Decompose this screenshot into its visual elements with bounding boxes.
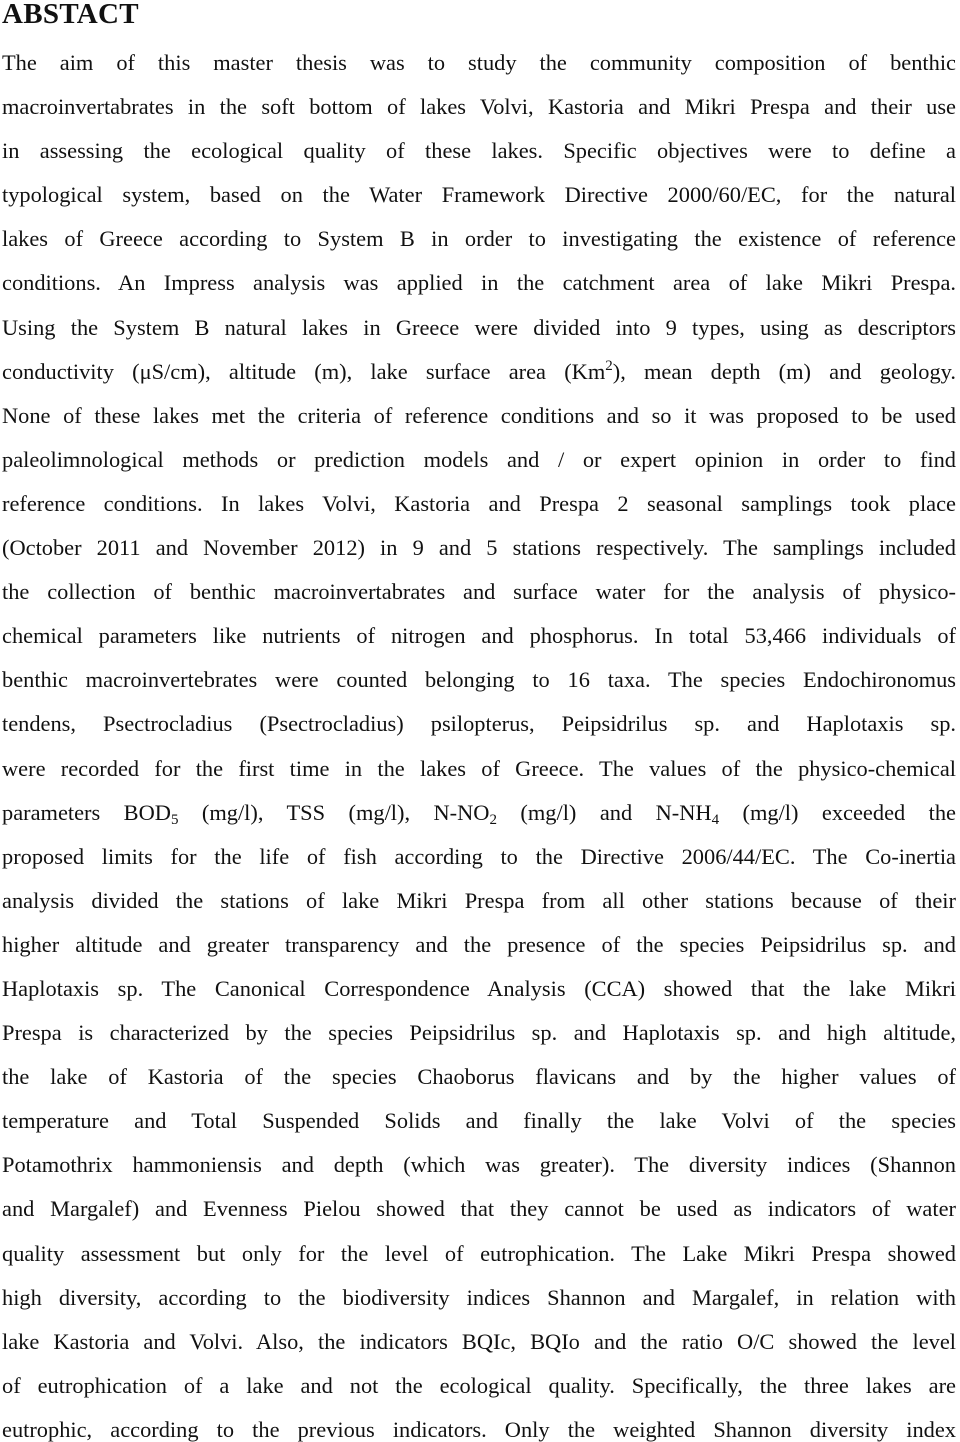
line-text: the collection of benthic macroinvertabrates and surface water for the analysis of physico-	[2, 579, 956, 605]
text-line	[2, 350, 956, 394]
line-text: proposed limits for the life of fish according to the Directive 2006/44/EC. The Co-inertia	[2, 843, 956, 869]
line-text: lakes of Greece according to System B in order to investigating the existence of reference	[2, 226, 956, 252]
line-text: None of these lakes met the criteria of reference conditions and so it was proposed to be used	[2, 402, 956, 428]
text-line	[2, 526, 956, 570]
line-text: (mg/l), TSS (mg/l), N-NO	[178, 799, 490, 825]
text-line	[2, 1364, 956, 1408]
line-text: benthic macroinvertebrates were counted belonging to 16 taxa. The species Endochironomus	[2, 667, 956, 693]
line-text: higher altitude and greater transparency and the presence of the species Peipsidrilus sp. and	[2, 931, 956, 957]
line-text: the lake of Kastoria of the species Chaoborus flavicans and by the higher values of	[2, 1064, 956, 1090]
line-text: ), mean depth (m) and geology.	[612, 358, 956, 384]
line-text: tendens, Psectrocladius (Psectrocladius) psilopterus, Peipsidrilus sp. and Haplotaxis sp.	[2, 711, 956, 737]
line-text: conductivity (μS/cm), altitude (m), lake surface area (Km	[2, 358, 606, 384]
line-text: reference conditions. In lakes Volvi, Kastoria and Prespa 2 seasonal samplings took place	[2, 490, 956, 516]
line-text: parameters BOD	[2, 799, 171, 825]
line-text: Haplotaxis sp. The Canonical Correspondence Analysis (CCA) showed that the lake Mikri	[2, 975, 956, 1001]
text-line	[2, 85, 956, 129]
text-line	[2, 173, 956, 217]
line-text: (October 2011 and November 2012) in 9 and 5 stations respectively. The samplings included	[2, 535, 956, 561]
text-line	[2, 702, 956, 746]
text-line	[2, 1099, 956, 1143]
text-line	[2, 1408, 956, 1442]
text-line	[2, 482, 956, 526]
text-line	[2, 129, 956, 173]
line-text: analysis divided the stations of lake Mikri Prespa from all other stations because of their	[2, 887, 956, 913]
line-text: Potamothrix hammoniensis and depth (which was greater). The diversity indices (Shannon	[2, 1152, 956, 1178]
line-text: The aim of this master thesis was to study the community composition of benthic	[2, 50, 956, 75]
line-text: (mg/l) exceeded the	[719, 799, 956, 825]
text-line	[2, 217, 956, 261]
subscript: 4	[711, 811, 720, 828]
text-line	[2, 747, 956, 791]
subscript: 5	[170, 811, 179, 828]
text-line	[2, 1011, 956, 1055]
line-text: Using the System B natural lakes in Greece were divided into 9 types, using as descriptors	[2, 314, 956, 340]
text-line	[2, 438, 956, 482]
abstract-body	[2, 41, 956, 1442]
subscript: 2	[489, 811, 497, 828]
line-text: Prespa is characterized by the species Peipsidrilus sp. and Haplotaxis sp. and high altitude,	[2, 1020, 956, 1046]
line-text: macroinvertabrates in the soft bottom of lakes Volvi, Kastoria and Mikri Prespa and their use	[2, 94, 956, 120]
superscript: 2	[605, 357, 613, 374]
line-text: paleolimnological methods or prediction models and / or expert opinion in order to find	[2, 446, 956, 472]
line-text: temperature and Total Suspended Solids and finally the lake Volvi of the species	[2, 1108, 956, 1134]
text-line	[2, 394, 956, 438]
line-text: eutrophic, according to the previous indicators. Only the weighted Shannon diversity index	[2, 1416, 956, 1442]
text-line	[2, 835, 956, 879]
section-heading: ABSTACT	[2, 0, 139, 30]
text-line	[2, 1055, 956, 1099]
text-line	[2, 1143, 956, 1187]
line-text: (mg/l) and N-NH	[496, 799, 712, 825]
text-line	[2, 923, 956, 967]
text-line	[2, 1276, 956, 1320]
line-text: in assessing the ecological quality of these lakes. Specific objectives were to define a	[2, 138, 956, 164]
text-line	[2, 879, 956, 923]
line-text: chemical parameters like nutrients of nitrogen and phosphorus. In total 53,466 individuals of	[2, 623, 956, 649]
text-line	[2, 306, 956, 350]
line-text: conditions. An Impress analysis was applied in the catchment area of lake Mikri Prespa.	[2, 270, 956, 296]
text-line	[2, 614, 956, 658]
line-text: were recorded for the first time in the lakes of Greece. The values of the physico-chemical	[2, 755, 956, 781]
line-text: lake Kastoria and Volvi. Also, the indicators BQIc, BQIo and the ratio O/C showed the level	[2, 1328, 956, 1354]
text-line	[2, 658, 956, 702]
line-text: typological system, based on the Water Framework Directive 2000/60/EC, for the natural	[2, 182, 956, 208]
text-line	[2, 570, 956, 614]
text-line	[2, 1320, 956, 1364]
line-text: high diversity, according to the biodiversity indices Shannon and Margalef, in relation with	[2, 1284, 956, 1310]
text-line	[2, 1187, 956, 1231]
line-text: quality assessment but only for the level of eutrophication. The Lake Mikri Prespa showed	[2, 1240, 956, 1266]
line-text: and Margalef) and Evenness Pielou showed that they cannot be used as indicators of water	[2, 1196, 956, 1222]
text-line	[2, 261, 956, 305]
text-line	[2, 41, 956, 85]
text-line	[2, 791, 956, 835]
text-line	[2, 1232, 956, 1276]
line-text: of eutrophication of a lake and not the ecological quality. Specifically, the three lakes are	[2, 1372, 956, 1398]
text-line	[2, 967, 956, 1011]
